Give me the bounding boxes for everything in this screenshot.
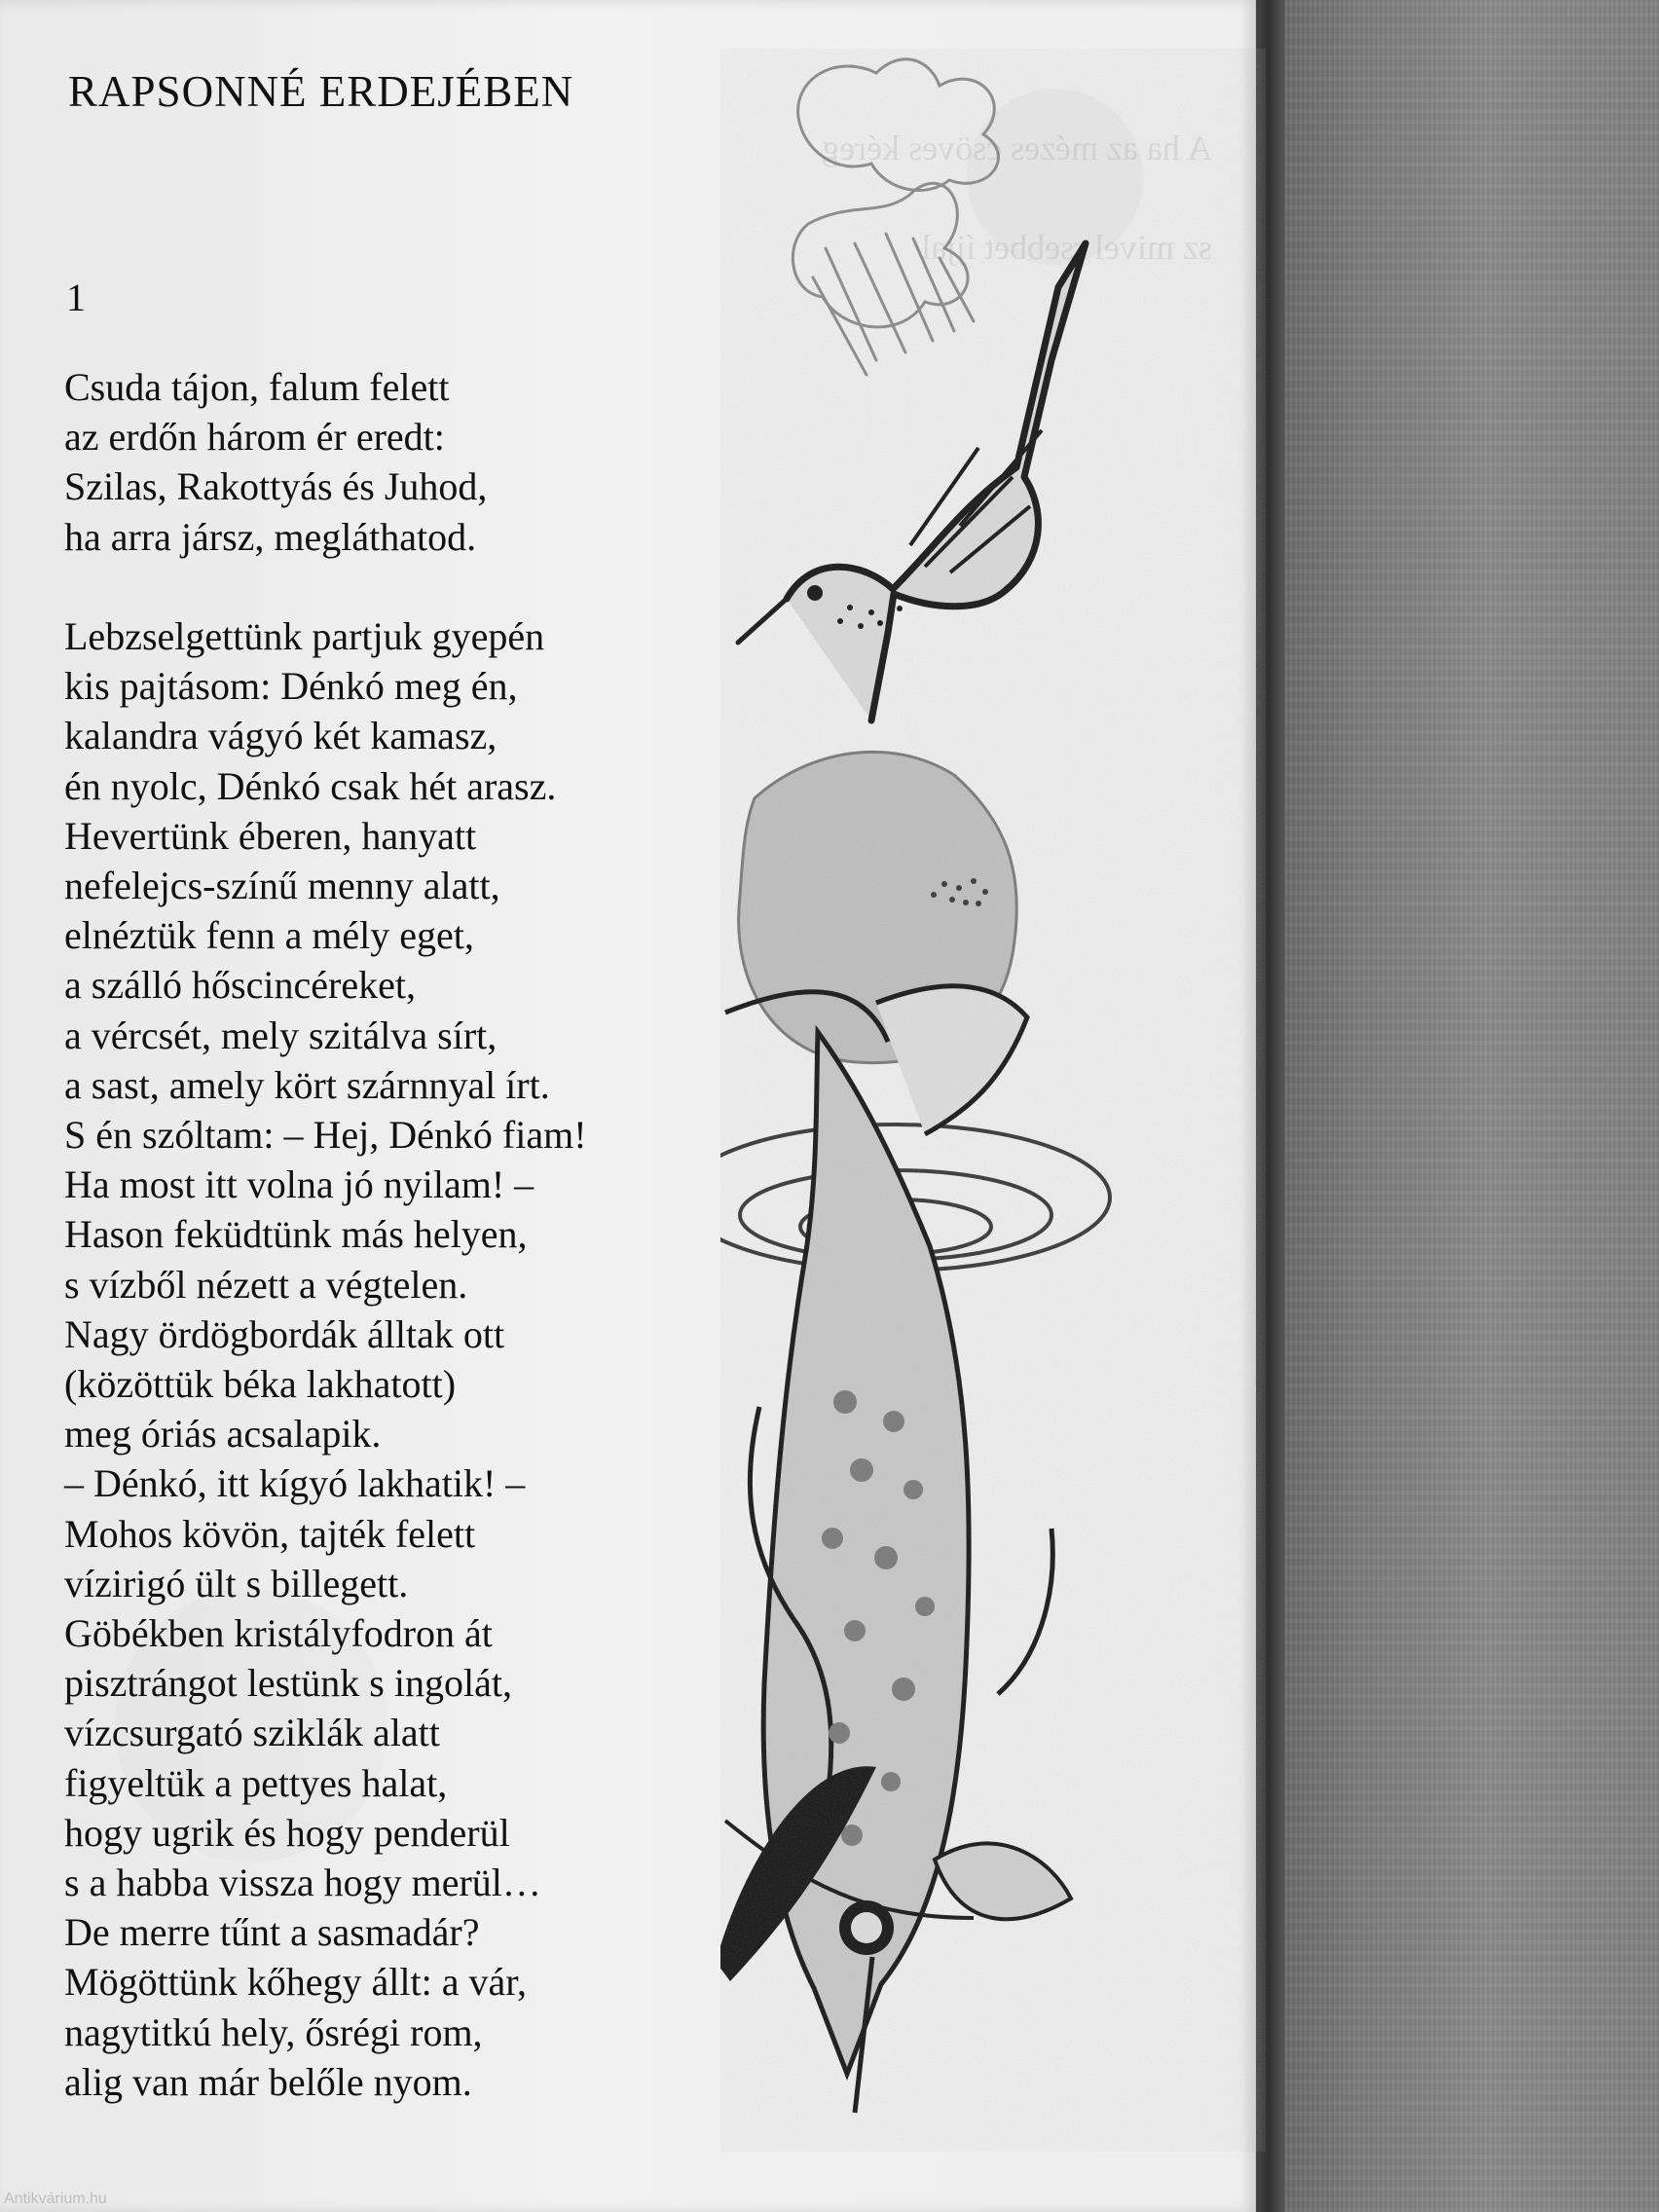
poem-line: ha arra jársz, megláthatod. [64, 514, 477, 559]
poem-line: Göbékben kristályfodron át [64, 1611, 493, 1656]
poem-line: s vízből nézett a végtelen. [64, 1262, 468, 1307]
page-title: RAPSONNÉ ERDEJÉBEN [68, 67, 574, 116]
poem-line: Hevertünk éberen, hanyatt [64, 813, 477, 858]
poem-line: vízirigó ült s billegett. [64, 1561, 409, 1605]
poem-line: az erdőn három ér eredt: [64, 415, 445, 460]
poem-line: nefelejcs-színű menny alatt, [64, 864, 500, 908]
poem-line: vízcsurgató sziklák alatt [64, 1711, 440, 1755]
drawing-illustration [720, 49, 1266, 2152]
poem-line: De merre tűnt a sasmadár? [64, 1910, 480, 1955]
poem-line: a sast, amely kört szárnnyal írt. [64, 1062, 550, 1107]
poem-line: s a habba vissza hogy merül… [64, 1861, 541, 1905]
poem-line: Mohos kövön, tajték felett [64, 1511, 476, 1556]
poem-line: – Dénkó, itt kígyó lakhatik! – [64, 1461, 526, 1506]
poem-line: Szilas, Rakottyás és Juhod, [64, 464, 488, 509]
poem-text [64, 362, 765, 2107]
poem-line: S én szóltam: – Hej, Dénkó fiam! [64, 1113, 587, 1158]
poem-line: Nagy ördögbordák álltak ott [64, 1311, 505, 1356]
poem-line: nagytitkú hely, ősrégi rom, [64, 2009, 483, 2054]
stanza-gap [64, 562, 765, 611]
poem-line: alig van már belőle nyom. [64, 2059, 472, 2104]
poem-line: Hason feküdtünk más helyen, [64, 1212, 528, 1257]
poem-line: Lebzselgettünk partjuk gyepén [64, 614, 545, 658]
poem-line: Ha most itt volna jó nyilam! – [64, 1162, 535, 1207]
poem-line: Csuda tájon, falum felett [64, 365, 450, 409]
section-number: 1 [66, 276, 86, 319]
illustration-grain [720, 49, 1266, 2152]
poem-line: kis pajtásom: Dénkó meg én, [64, 664, 518, 709]
poem-line: a vércsét, mely szitálva sírt, [64, 1013, 498, 1057]
poem-line: hogy ugrik és hogy penderül [64, 1810, 510, 1855]
poem-line: a szálló hőscincéreket, [64, 963, 416, 1008]
poem-line: figyeltük a pettyes halat, [64, 1760, 448, 1805]
poem-line: elnéztük fenn a mély eget, [64, 913, 474, 958]
wood-background [1275, 0, 1659, 2212]
poem-line: én nyolc, Dénkó csak hét arasz. [64, 763, 557, 808]
poem-line: kalandra vágyó két kamasz, [64, 714, 498, 758]
poem-line: pisztrángot lestünk s ingolát, [64, 1661, 512, 1706]
poem-line: meg óriás acsalapik. [64, 1412, 382, 1456]
poem-line: (közöttük béka lakhatott) [64, 1362, 457, 1407]
poem-line: Mögöttünk kőhegy állt: a vár, [64, 1960, 527, 2005]
watermark-text: Antikvárium.hu [4, 2191, 107, 2207]
